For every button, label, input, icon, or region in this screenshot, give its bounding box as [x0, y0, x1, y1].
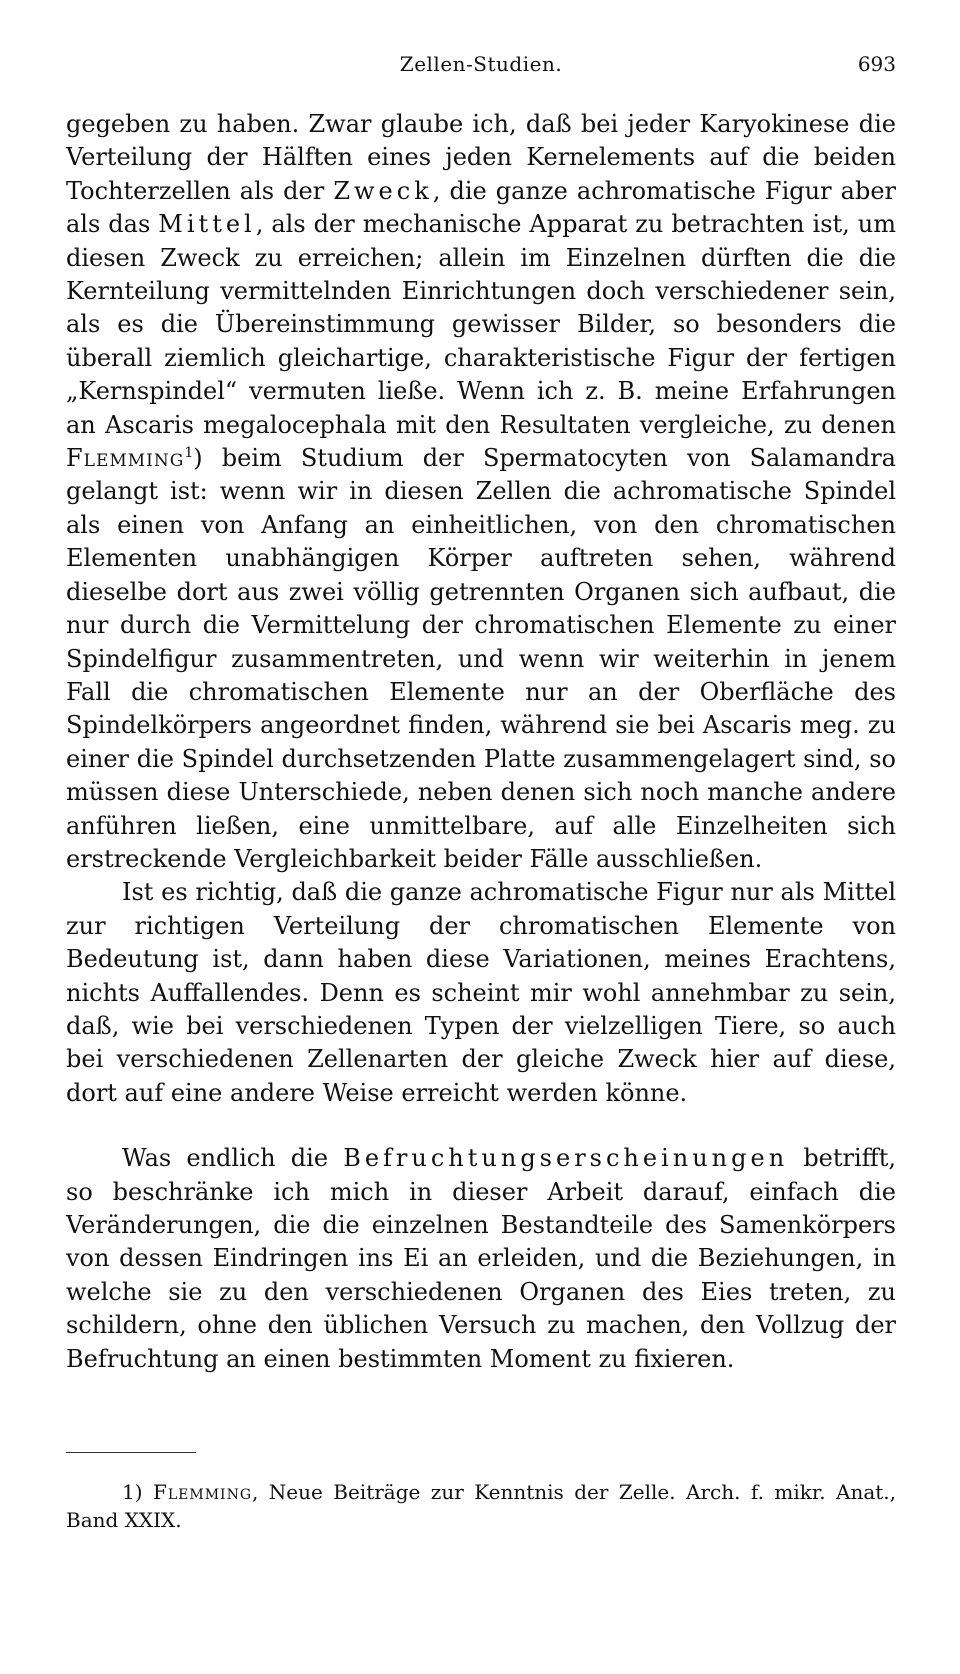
footnote-divider [66, 1452, 196, 1453]
paragraph-1 [66, 108, 896, 876]
footnote-1 [66, 1478, 896, 1534]
author-name: Flemming [66, 444, 185, 473]
p1-text-4: ) beim Studium der Spermatocyten von Salamandra gelangt ist: wenn wir in diesen Zellen die achromatische Spindel als einen von Anfang an einheitlichen, von den chromatischen Elementen unabhängigen Körper auftreten sehen, während dieselbe dort aus zwei völlig getrennten Organen sich aufbaut, die nur durch die Vermittelung der chromatischen Elemente zu einer Spindelfigur zusammentreten, und wenn wir weiterhin in jenem Fall die chromatischen Elemente nur an der Oberfläche des Spindelkörpers angeordnet finden, während sie bei Ascaris meg. zu einer die Spindel durchsetzenden Platte zusammengelagert sind, so müssen diese Unterschiede, neben denen sich noch manche andere anführen ließen, eine unmittelbare, auf alle Einzelheiten sich erstreckende Vergleichbarkeit beider Fälle ausschließen. [66, 444, 896, 873]
running-head [66, 52, 896, 86]
body-text [66, 108, 896, 1376]
paragraph-3 [66, 1142, 896, 1376]
p1-text-2: , die ganze achromatische Figur aber als das [66, 176, 896, 239]
emphasis-befruchtung: Befruchtungserscheinungen [343, 1144, 789, 1173]
p1-text-1: gegeben zu haben. Zwar glaube ich, daß bei jeder Karyokinese die Verteilung der Hälften eines jeden Kernelements auf die beiden Tochterzellen als der [66, 110, 896, 205]
running-title: Zellen-Studien. [399, 52, 563, 76]
footnote-author: Flemming [152, 1480, 252, 1504]
emphasis-zweck: Zweck [333, 176, 433, 205]
emphasis-mittel: Mittel [158, 210, 256, 239]
footnote-text: , Neue Beiträge zur Kenntnis der Zelle. Arch. f. mikr. Anat., Band XXIX. [66, 1480, 896, 1532]
footnote-marker: 1) [122, 1480, 143, 1504]
p3-text-2: betrifft, so beschränke ich mich in dieser Arbeit darauf, einfach die Veränderungen, die die einzelnen Bestandteile des Samenkörpers von dessen Eindringen ins Ei an erleiden, und die Beziehungen, in welche sie zu den verschiedenen Organen des Eies treten, zu schildern, ohne den üblichen Versuch zu machen, den Vollzug der Befruchtung an einen bestimmten Moment zu fixieren. [66, 1144, 896, 1373]
page-number: 693 [857, 52, 896, 76]
p1-text-3: , als der mechanische Apparat zu betrachten ist, um diesen Zweck zu erreichen; allein im Einzelnen dürften die die Kernteilung vermittelnden Einrichtungen doch verschiedener sein, als es die Übereinstimmung gewisser Bilder, so besonders die überall ziemlich gleichartige, charakteristische Figur der fertigen „Kernspindel“ vermuten ließe. Wenn ich z. B. meine Erfahrungen an Ascaris megalocephala mit den Resultaten vergleiche, zu denen [66, 210, 896, 439]
footnote [66, 1478, 896, 1534]
p3-text-1: Was endlich die [122, 1144, 344, 1173]
paragraph-2: Ist es richtig, daß die ganze achromatische Figur nur als Mittel zur richtigen Verteilung der chromatischen Elemente von Bedeutung ist, dann haben diese Variationen, meines Erachtens, nichts Auffallendes. Denn es scheint mir wohl annehmbar zu sein, daß, wie bei verschiedenen Typen der vielzelligen Tiere, so auch bei verschiedenen Zellenarten der gleiche Zweck hier auf diese, dort auf eine andere Weise erreicht werden könne. [66, 878, 896, 1107]
footnote-reference: 1 [184, 445, 194, 462]
